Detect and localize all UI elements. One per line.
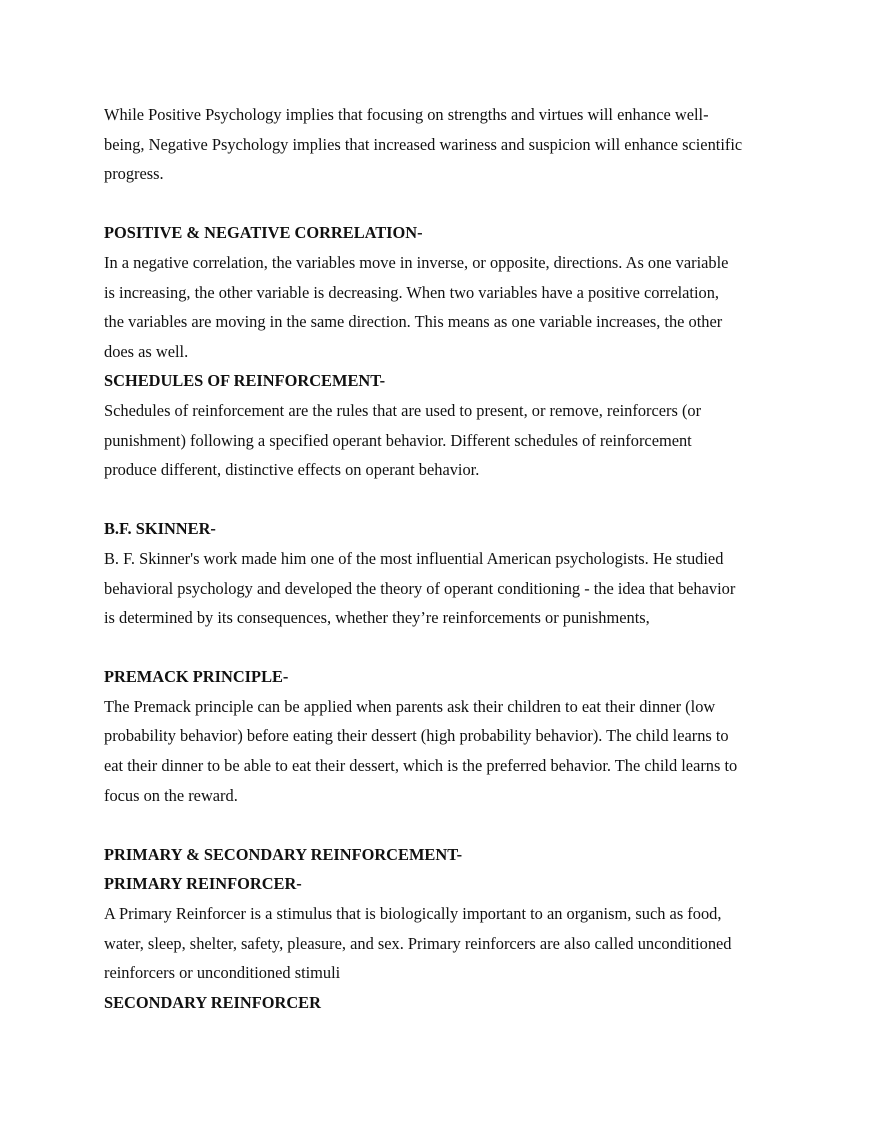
paragraph-line: progress.	[104, 164, 164, 184]
paragraph-line: Schedules of reinforcement are the rules that are used to present, or remove, reinforcers (or	[104, 400, 702, 420]
section-heading: PREMACK PRINCIPLE-	[104, 667, 289, 687]
blank-line	[104, 189, 804, 219]
paragraph-line: produce different, distinctive effects on operant behavior.	[104, 460, 480, 480]
section-heading: SECONDARY REINFORCER	[104, 992, 321, 1012]
paragraph-line: A Primary Reinforcer is a stimulus that is biologically important to an organism, such as food,	[104, 904, 722, 924]
paragraph-line: is determined by its consequences, whether they’re reinforcements or punishments,	[104, 608, 650, 628]
document-page	[104, 100, 804, 1017]
blank-line	[104, 485, 804, 515]
section-heading: SCHEDULES OF REINFORCEMENT-	[104, 371, 386, 391]
paragraph-line: B. F. Skinner's work made him one of the most influential American psychologists. He studied	[104, 548, 724, 568]
paragraph-line: probability behavior) before eating their dessert (high probability behavior). The child learns to	[104, 726, 729, 746]
paragraph-line: eat their dinner to be able to eat their dessert, which is the preferred behavior. The child learns to	[104, 756, 738, 776]
section-heading: B.F. SKINNER-	[104, 519, 216, 539]
paragraph-line: punishment) following a specified operant behavior. Different schedules of reinforcement	[104, 430, 692, 450]
paragraph-line: water, sleep, shelter, safety, pleasure, and sex. Primary reinforcers are also called unconditioned	[104, 933, 732, 953]
blank-line	[104, 633, 804, 663]
paragraph-line: being, Negative Psychology implies that increased wariness and suspicion will enhance scientific	[104, 134, 743, 154]
section-heading: POSITIVE & NEGATIVE CORRELATION-	[104, 223, 423, 243]
paragraph-line: The Premack principle can be applied when parents ask their children to eat their dinner (low	[104, 696, 716, 716]
paragraph-line: does as well.	[104, 341, 189, 361]
paragraph-line: is increasing, the other variable is decreasing. When two variables have a positive correlation,	[104, 282, 720, 302]
blank-line	[104, 810, 804, 840]
paragraph-line: While Positive Psychology implies that focusing on strengths and virtues will enhance well-	[104, 105, 709, 124]
paragraph-line: behavioral psychology and developed the theory of operant conditioning - the idea that behavior	[104, 578, 736, 598]
paragraph-line: reinforcers or unconditioned stimuli	[104, 963, 341, 983]
section-subheading: PRIMARY REINFORCER-	[104, 874, 302, 894]
paragraph-line: In a negative correlation, the variables move in inverse, or opposite, directions. As one variable	[104, 252, 729, 272]
paragraph-line: focus on the reward.	[104, 785, 238, 805]
paragraph-line: the variables are moving in the same direction. This means as one variable increases, the other	[104, 312, 723, 332]
section-heading: PRIMARY & SECONDARY REINFORCEMENT-	[104, 844, 463, 864]
